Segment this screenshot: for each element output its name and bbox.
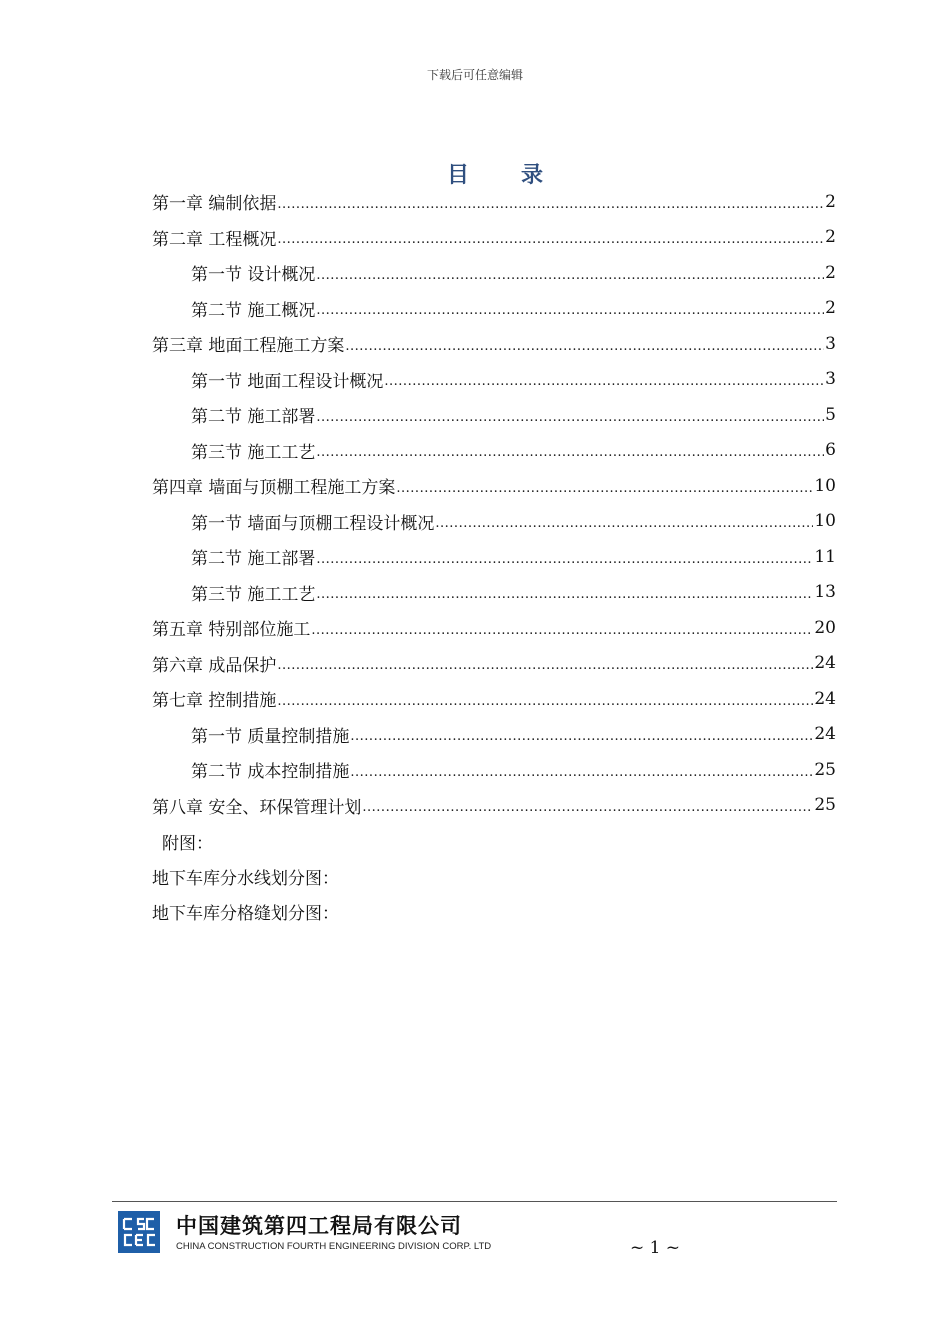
toc-entry[interactable] [152, 433, 836, 469]
toc-entry[interactable] [152, 717, 836, 753]
toc-entry-page: 10 [814, 511, 836, 532]
toc-entry-page: 25 [814, 795, 836, 816]
page-number: ~ 1 ~ [629, 1238, 681, 1258]
toc-entry-label: 第一节 质量控制措施 [191, 726, 350, 747]
toc-entry-page: 6 [825, 440, 836, 461]
toc-entry-page: 2 [825, 227, 836, 248]
toc-entry-page: 2 [825, 298, 836, 319]
toc-entry-label: 第二节 施工部署 [191, 407, 316, 428]
toc-leader-dots [316, 410, 824, 433]
toc-entry-page: 10 [814, 475, 836, 496]
toc-entry-page: 20 [814, 617, 836, 638]
toc-entry-label: 第二节 成本控制措施 [191, 762, 350, 783]
toc-leader-dots [277, 658, 813, 681]
toc-leader-dots [316, 445, 824, 468]
appendix-list [152, 824, 339, 929]
toc-leader-dots [316, 303, 824, 326]
toc-entry-page: 25 [814, 759, 836, 780]
company-name-cn: 中国建筑第四工程局有限公司 [176, 1214, 462, 1238]
toc-entry-label: 第一章 编制依据 [152, 194, 277, 215]
toc-entry-label: 第二节 施工概况 [191, 300, 316, 321]
toc-entry-label: 第一节 墙面与顶棚工程设计概况 [191, 513, 435, 534]
toc-leader-dots [277, 197, 824, 220]
appendix-item: 附图： [162, 834, 213, 854]
table-of-contents [152, 184, 836, 823]
toc-entry[interactable] [152, 397, 836, 433]
toc-entry-page: 24 [814, 724, 836, 745]
toc-entry[interactable] [152, 220, 836, 256]
toc-entry[interactable] [152, 504, 836, 540]
toc-entry-label: 第三节 施工工艺 [191, 584, 316, 605]
toc-entry-page: 2 [825, 191, 836, 212]
toc-entry[interactable] [152, 184, 836, 220]
toc-entry-page: 11 [814, 546, 836, 567]
toc-entry-label: 第三章 地面工程施工方案 [152, 336, 345, 357]
toc-entry-page: 3 [825, 369, 836, 390]
toc-entry-label: 第六章 成品保护 [152, 655, 277, 676]
toc-entry-page: 24 [814, 688, 836, 709]
company-logo [118, 1211, 160, 1253]
toc-entry[interactable] [152, 752, 836, 788]
toc-entry[interactable] [152, 788, 836, 824]
toc-entry-page: 2 [825, 262, 836, 283]
toc-entry-page: 3 [825, 333, 836, 354]
toc-leader-dots [316, 587, 813, 610]
toc-entry[interactable] [152, 362, 836, 398]
toc-entry-label: 第五章 特别部位施工 [152, 620, 311, 641]
toc-entry-page: 13 [814, 582, 836, 603]
toc-entry[interactable] [152, 646, 836, 682]
toc-leader-dots [396, 481, 813, 504]
toc-entry-page: 24 [814, 653, 836, 674]
toc-entry-label: 第二章 工程概况 [152, 229, 277, 250]
toc-entry-page: 5 [825, 404, 836, 425]
toc-entry[interactable] [152, 468, 836, 504]
toc-leader-dots [345, 339, 824, 362]
toc-entry-label: 第三节 施工工艺 [191, 442, 316, 463]
appendix-item: 地下车库分水线划分图： [152, 869, 339, 889]
toc-entry[interactable] [152, 326, 836, 362]
toc-leader-dots [435, 516, 813, 539]
toc-entry[interactable] [152, 681, 836, 717]
toc-entry-label: 第七章 控制措施 [152, 691, 277, 712]
toc-leader-dots [277, 232, 824, 255]
toc-leader-dots [316, 268, 824, 291]
toc-leader-dots [362, 800, 813, 823]
toc-entry[interactable] [152, 610, 836, 646]
toc-entry[interactable] [152, 291, 836, 327]
header-note: 下载后可任意编辑 [426, 68, 523, 82]
toc-leader-dots [350, 765, 813, 788]
footer-divider [112, 1201, 837, 1202]
toc-entry-label: 第四章 墙面与顶棚工程施工方案 [152, 478, 396, 499]
toc-entry-label: 第二节 施工部署 [191, 549, 316, 570]
toc-leader-dots [311, 623, 813, 646]
toc-leader-dots [384, 374, 824, 397]
toc-title-left: 目 [446, 162, 469, 188]
appendix-item: 地下车库分格缝划分图： [152, 904, 339, 924]
toc-entry[interactable] [152, 575, 836, 611]
toc-leader-dots [316, 552, 813, 575]
toc-entry-label: 第一节 地面工程设计概况 [191, 371, 384, 392]
toc-entry-label: 第一节 设计概况 [191, 265, 316, 286]
toc-leader-dots [350, 729, 813, 752]
toc-entry-label: 第八章 安全、环保管理计划 [152, 797, 362, 818]
toc-entry[interactable] [152, 255, 836, 291]
toc-entry[interactable] [152, 539, 836, 575]
cscec-logo-icon [118, 1211, 160, 1253]
toc-leader-dots [277, 694, 813, 717]
company-name-en: CHINA CONSTRUCTION FOURTH ENGINEERING DIVISION CORP. LTD [176, 1241, 492, 1252]
toc-title-right: 录 [521, 162, 544, 188]
